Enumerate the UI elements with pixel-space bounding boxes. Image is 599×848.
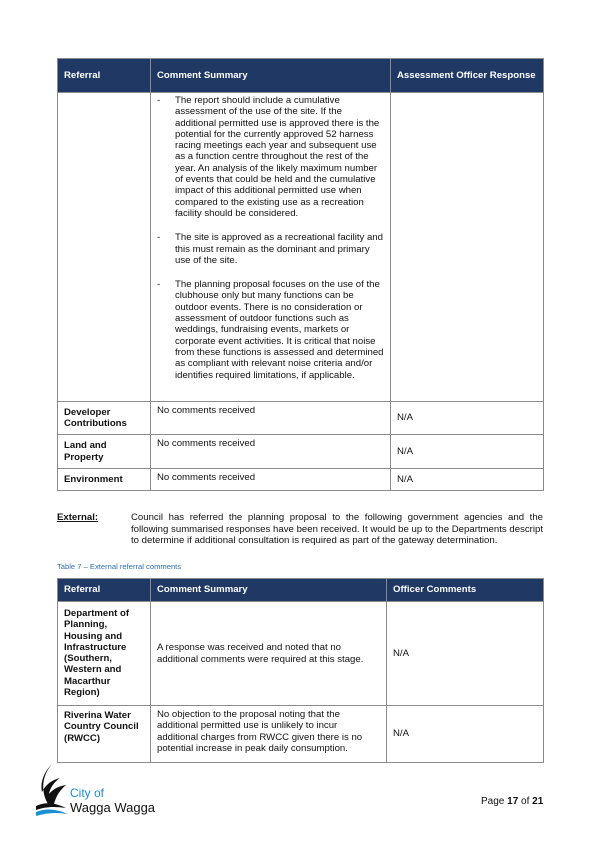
list-item	[157, 279, 384, 381]
table-row	[58, 602, 544, 706]
comment-summary-cell	[151, 93, 391, 402]
header-comment-summary: Comment Summary	[151, 579, 387, 602]
referral-cell: Riverina Water Country Council (RWCC)	[58, 706, 151, 763]
logo-text-city-of: City of	[70, 786, 105, 800]
referral-cell: Developer Contributions	[58, 402, 151, 435]
table-header-row	[58, 59, 544, 93]
table-row	[58, 93, 544, 402]
logo-text-wagga-wagga: Wagga Wagga	[70, 800, 156, 815]
officer-response-cell: N/A	[391, 469, 544, 491]
comment-summary-cell: No objection to the proposal noting that the additional permitted use is unlikely to incur additional charges from RWCC given there is no potential increase in peak daily consumption.	[151, 706, 387, 763]
table-row	[58, 402, 544, 435]
table-header-row	[58, 579, 544, 602]
bullet-dash: -	[157, 232, 161, 244]
list-item	[157, 232, 384, 266]
referral-cell: Land and Property	[58, 435, 151, 469]
bullet-text: The planning proposal focuses on the use of the clubhouse only but many functions can be outdoor events. There is no consideration or assessment of outdoor functions such as weddings, fundraising events, markets or corporate event activities. It is critical that noise from these functions is assessed and determined as compliant with relevant noise criteria and/or identifies required limitations, if applicable.	[175, 279, 384, 381]
bullet-text: The site is approved as a recreational facility and this must remain as the dominant and primary use of the site.	[175, 232, 383, 266]
officer-response-cell: N/A	[391, 435, 544, 469]
external-label: External:	[57, 512, 99, 523]
header-officer-comments: Officer Comments	[387, 579, 544, 602]
comment-summary-cell: No comments received	[151, 469, 391, 491]
bullet-dash: -	[157, 279, 161, 291]
comment-summary-cell: A response was received and noted that no additional comments were required at this stage.	[151, 602, 387, 706]
officer-response-cell	[391, 93, 544, 402]
page-current: 17	[507, 796, 519, 807]
header-comment-summary: Comment Summary	[151, 59, 391, 93]
table-row	[58, 435, 544, 469]
officer-comments-cell: N/A	[387, 706, 544, 763]
table-row	[58, 469, 544, 491]
page-total: 21	[532, 796, 544, 807]
list-item	[157, 95, 384, 219]
header-referral: Referral	[58, 59, 151, 93]
page-prefix: Page	[481, 796, 505, 807]
table-row	[58, 706, 544, 763]
referral-cell: Department of Planning, Housing and Infrastructure (Southern, Western and Macarthur Region)	[58, 602, 151, 706]
header-officer-response: Assessment Officer Response	[391, 59, 544, 93]
referral-cell	[58, 93, 151, 402]
external-referral-table	[57, 578, 544, 763]
referral-cell: Environment	[58, 469, 151, 491]
officer-response-cell: N/A	[391, 402, 544, 435]
comment-summary-cell: No comments received	[151, 435, 391, 469]
comment-summary-cell: No comments received	[151, 402, 391, 435]
page-number	[481, 796, 543, 807]
external-paragraph	[57, 512, 543, 547]
table-caption: Table 7 – External referral comments	[57, 562, 182, 571]
header-referral: Referral	[58, 579, 151, 602]
page-of: of	[521, 796, 530, 807]
internal-referral-table	[57, 58, 544, 491]
bullet-dash: -	[157, 95, 161, 106]
officer-comments-cell: N/A	[387, 602, 544, 706]
external-text: Council has referred the planning proposal to the following government agencies and the following summarised responses have been received. It would be up to the Departments descript to determine if additional consultation is required as part of the gateway determination.	[131, 512, 543, 547]
bullet-text: The report should include a cumulative assessment of the use of the site. If the additional permitted use is approved there is the potential for the currently approved 52 harness racing meetings each year and subsequent use as a function centre throughout the rest of the year. An analysis of the likely maximum number of events that could be held and the cumulative impact of this additional permitted use when compared to the existing use as a recreation facility should be considered.	[175, 95, 380, 219]
